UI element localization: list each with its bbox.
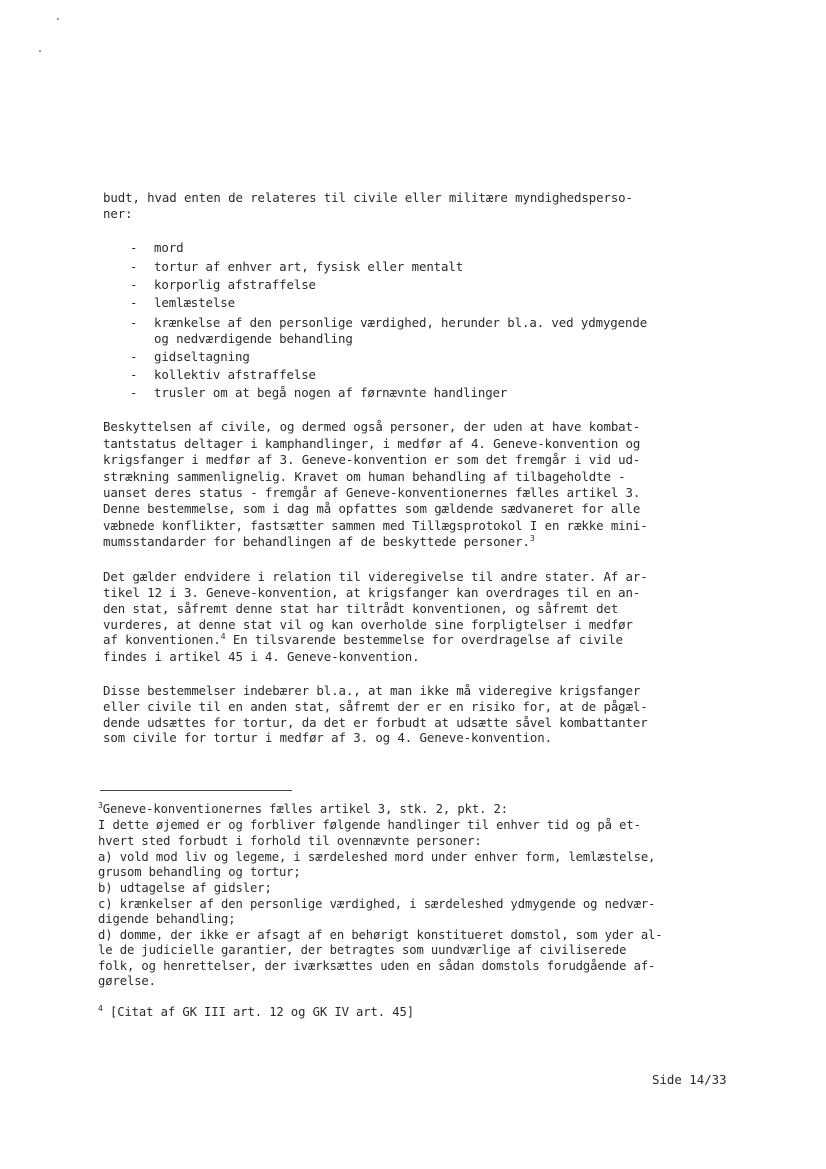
footnote-line: d) domme, der ikke er afsagt af en behørigt konstitueret domstol, som yder al- (98, 928, 663, 942)
paragraph-line: tikel 12 i 3. Geneve-konvention, at krigsfanger kan overdrages til en an- (103, 585, 641, 600)
paragraph-line: Beskyttelsen af civile, og dermed også personer, der uden at have kombat- (103, 419, 641, 434)
footnote-line: I dette øjemed er og forbliver følgende handlinger til enhver tid og på et- (98, 818, 641, 832)
list-item-continuation: og nedværdigende behandling (154, 331, 353, 346)
bullet-dash: - (130, 277, 138, 292)
footnote-separator (100, 790, 292, 791)
bullet-dash: - (130, 385, 138, 400)
list-item: tortur af enhver art, fysisk eller mentalt (154, 259, 464, 274)
list-item: kollektiv afstraffelse (154, 367, 316, 382)
scan-speck (57, 18, 59, 20)
footnote-line (98, 1004, 414, 1020)
paragraph-text: af konventionen. (103, 632, 221, 647)
footnote-line (98, 801, 508, 817)
paragraph-line (103, 534, 535, 550)
paragraph-line: krigsfanger i medfør af 3. Geneve-konvention er som det fremgår i vid ud- (103, 452, 641, 467)
paragraph-line: som civile for tortur i medfør af 3. og 4. Geneve-konvention. (103, 730, 552, 745)
bullet-dash: - (130, 367, 138, 382)
paragraph-line: Denne bestemmelse, som i dag må opfattes som gældende sædvaneret for alle (103, 501, 641, 516)
footnote-number: 3 (98, 801, 103, 810)
footnote-text: Geneve-konventionernes fælles artikel 3, stk. 2, pkt. 2: (102, 802, 509, 816)
footnote-line: gørelse. (98, 974, 156, 988)
list-item: mord (154, 240, 184, 255)
paragraph-text: En tilsvarende bestemmelse for overdragelse af civile (225, 632, 623, 647)
footnote-number: 4 (98, 1004, 103, 1013)
footnote-line: le de judicielle garantier, der betragtes som uundværlige af civiliserede (98, 943, 627, 957)
paragraph-line: Det gælder endvidere i relation til videregivelse til andre stater. Af ar- (103, 569, 648, 584)
list-item: lemlæstelse (154, 295, 235, 310)
bullet-dash: - (130, 259, 138, 274)
page-number: Side 14/33 (652, 1072, 727, 1087)
paragraph-line: findes i artikel 45 i 4. Geneve-konvention. (103, 649, 420, 664)
paragraph-line: tantstatus deltager i kamphandlinger, i medfør af 4. Geneve-konvention og (103, 436, 641, 451)
paragraph-line: den stat, såfremt denne stat har tiltrådt konventionen, og såfremt det (103, 601, 619, 616)
intro-line: budt, hvad enten de relateres til civile eller militære myndighedsperso- (103, 190, 633, 205)
footnote-line: grusom behandling og tortur; (98, 865, 301, 879)
list-item: korporlig afstraffelse (154, 277, 316, 292)
paragraph-line: væbnede konflikter, fastsætter sammen med Tillægsprotokol I en række mini- (103, 518, 648, 533)
bullet-dash: - (130, 349, 138, 364)
footnote-line: c) krænkelser af den personlige værdighed, i særdeleshed ydmygende og nedvær- (98, 897, 656, 911)
paragraph-line: uanset deres status - fremgår af Geneve-konventionernes fælles artikel 3. (103, 485, 641, 500)
scan-speck (39, 50, 41, 52)
footnote-line: folk, og henrettelser, der iværksættes uden en sådan domstols forudgående af- (98, 959, 656, 973)
intro-line: ner: (103, 206, 133, 221)
bullet-dash: - (130, 315, 138, 330)
paragraph-line (103, 632, 623, 648)
bullet-dash: - (130, 295, 138, 310)
footnote-ref-3[interactable]: 3 (529, 534, 535, 543)
footnote-line: b) udtagelse af gidsler; (98, 881, 272, 895)
paragraph-text: mumsstandarder for behandlingen af de beskyttede personer. (103, 534, 530, 549)
list-item: gidseltagning (154, 349, 250, 364)
footnote-line: hvert sted forbudt i forhold til ovennævnte personer: (98, 834, 482, 848)
paragraph-line: eller civile til en anden stat, såfremt der er en risiko for, at de pågæl- (103, 699, 648, 714)
paragraph-line: strækning sammenlignelig. Kravet om human behandling af tilbageholdte - (103, 469, 626, 484)
paragraph-line: dende udsættes for tortur, da det er forbudt at udsætte såvel kombattanter (103, 715, 648, 730)
footnote-line: a) vold mod liv og legeme, i særdeleshed mord under enhver form, lemlæstelse, (98, 850, 656, 864)
list-item: krænkelse af den personlige værdighed, herunder bl.a. ved ydmygende (154, 315, 648, 330)
footnote-text: [Citat af GK III art. 12 og GK IV art. 45] (109, 1005, 414, 1019)
paragraph-line: vurderes, at denne stat vil og kan overholde sine forpligtelser i medfør (103, 617, 633, 632)
footnote-line: digende behandling; (98, 912, 236, 926)
bullet-dash: - (130, 240, 138, 255)
list-item: trusler om at begå nogen af førnævnte handlinger (154, 385, 508, 400)
footnote-ref-4[interactable]: 4 (220, 632, 226, 641)
paragraph-line: Disse bestemmelser indebærer bl.a., at man ikke må videregive krigsfanger (103, 683, 641, 698)
